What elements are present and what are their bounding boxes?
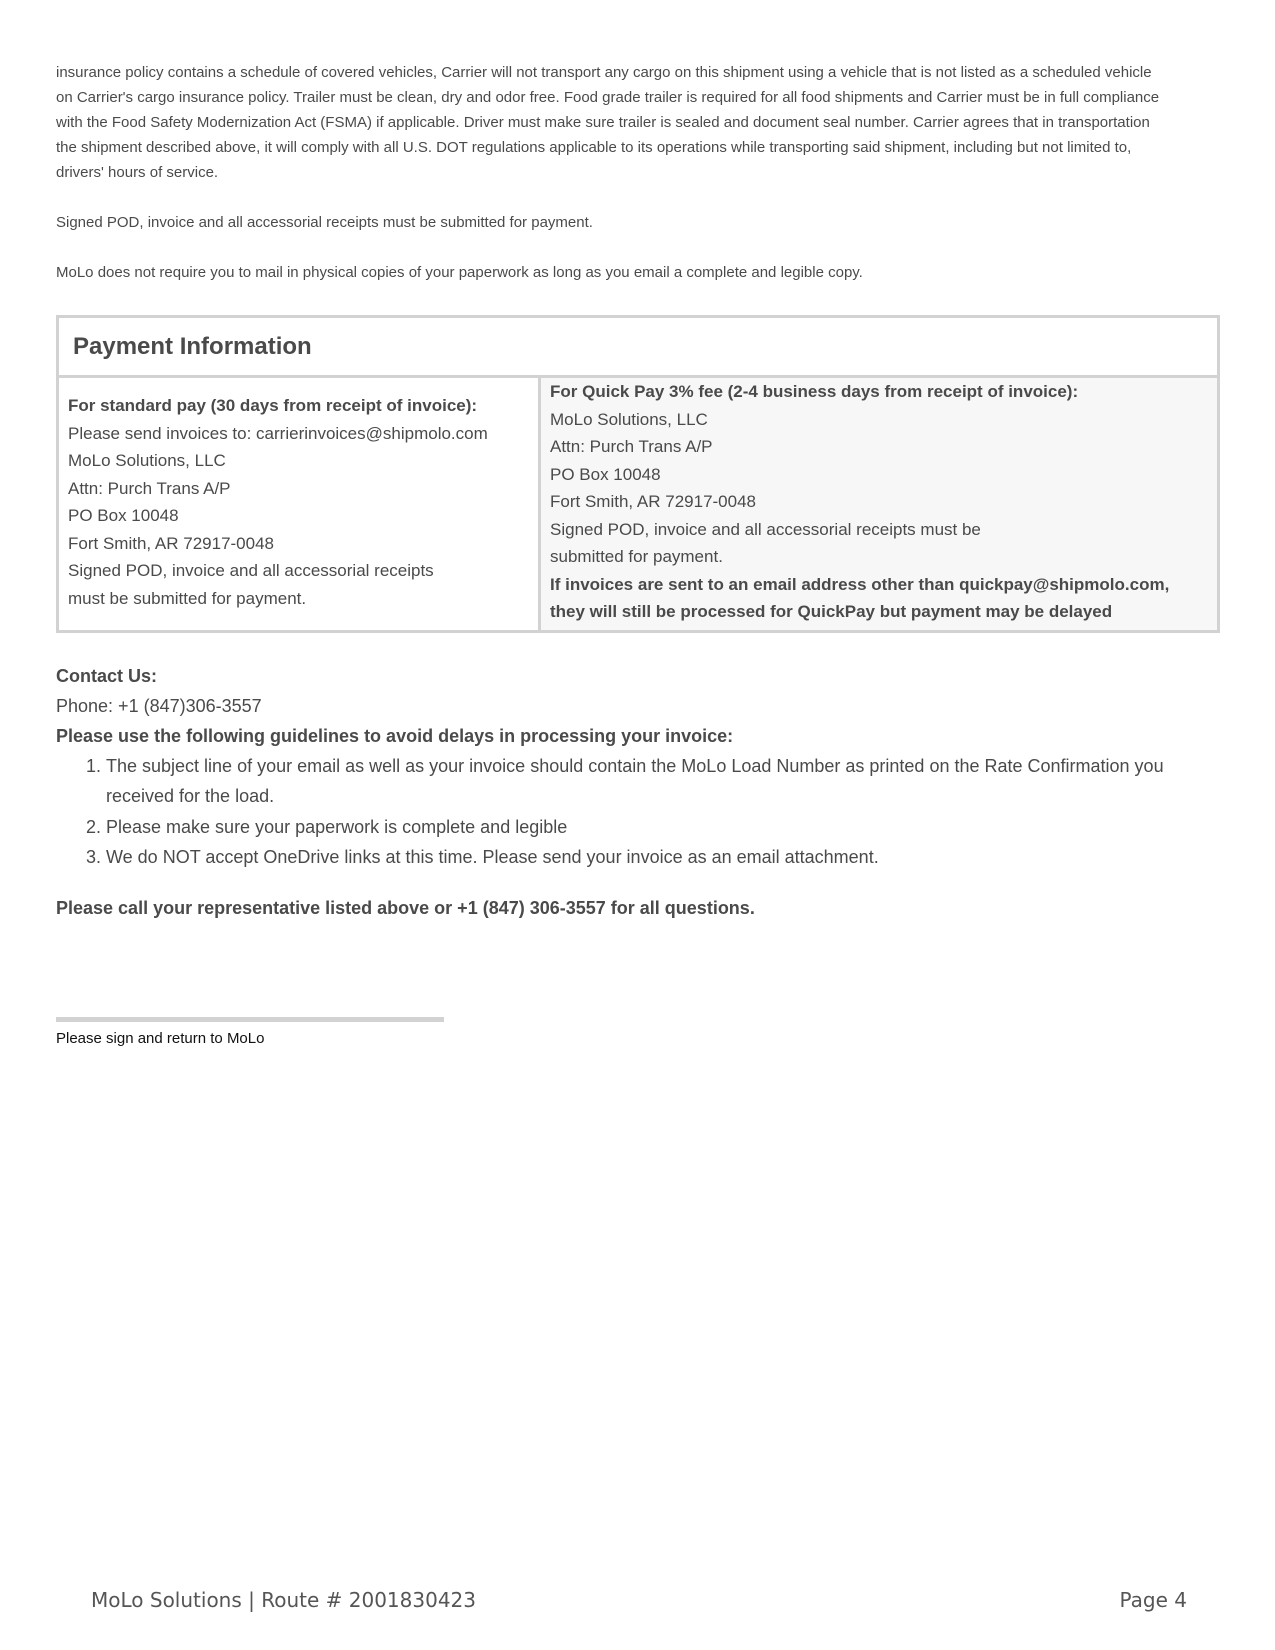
quickpay-line: Attn: Purch Trans A/P: [550, 437, 713, 456]
standard-pay-column: [59, 378, 541, 630]
quickpay-note-line: they will still be processed for QuickPay but payment may be delayed: [550, 602, 1113, 621]
terms-line: the shipment described above, it will comply with all U.S. DOT regulations applicable to its operations while transporting said shipment, including but not limited to,: [56, 139, 1132, 156]
guidelines-heading: Please use the following guidelines to avoid delays in processing your invoice:: [56, 725, 734, 746]
terms-section: [56, 60, 1220, 285]
payment-information-table: [56, 315, 1220, 633]
guideline-item: 1. The subject line of your email as well as your invoice should contain the MoLo Load Number as printed on the Rate Confirmation you received for the load.: [106, 751, 1220, 812]
signature-caption: Please sign and return to MoLo: [56, 1030, 265, 1047]
guidelines-list: [56, 751, 1220, 873]
standard-pay-line: PO Box 10048: [68, 506, 179, 525]
quickpay-column: [541, 378, 1217, 630]
terms-line: insurance policy contains a schedule of covered vehicles, Carrier will not transport any cargo on this shipment using a vehicle that is not listed as a scheduled vehicle: [56, 64, 1152, 81]
payment-columns: [59, 378, 1217, 630]
submission-note: Signed POD, invoice and all accessorial receipts must be submitted for payment.: [56, 214, 593, 231]
guideline-item: 3. We do NOT accept OneDrive links at this time. Please send your invoice as an email attachment.: [106, 842, 1220, 873]
standard-pay-heading: For standard pay (30 days from receipt of invoice):: [68, 396, 478, 415]
quickpay-heading: For Quick Pay 3% fee (2-4 business days from receipt of invoice):: [550, 382, 1079, 401]
standard-pay-line: MoLo Solutions, LLC: [68, 451, 226, 470]
terms-paragraph: [56, 60, 1220, 185]
contact-heading: Contact Us:: [56, 665, 158, 686]
quickpay-line: Signed POD, invoice and all accessorial receipts must be: [550, 519, 981, 539]
terms-line: on Carrier's cargo insurance policy. Trailer must be clean, dry and odor free. Food grade trailer is required for all food shipments and Carrier must be in full compliance: [56, 89, 1160, 106]
quickpay-line: Fort Smith, AR 72917-0048: [550, 492, 757, 511]
quickpay-note-line: If invoices are sent to an email address other than quickpay@shipmolo.com,: [550, 574, 1170, 594]
standard-pay-line: Please send invoices to: carrierinvoices@shipmolo.com: [68, 423, 488, 443]
footer-route: MoLo Solutions | Route # 2001830423: [91, 1588, 476, 1612]
quickpay-line: PO Box 10048: [550, 464, 661, 484]
payment-information-title: Payment Information: [59, 318, 1217, 378]
contact-phone: Phone: +1 (847)306-3557: [56, 695, 262, 716]
email-copy-note: MoLo does not require you to mail in physical copies of your paperwork as long as you email a complete and legible copy.: [56, 264, 863, 281]
closing-statement: Please call your representative listed above or +1 (847) 306-3557 for all questions.: [56, 897, 755, 918]
contact-section: [56, 661, 1220, 873]
guideline-item: 2. Please make sure your paperwork is complete and legible: [106, 812, 1220, 843]
quickpay-line: submitted for payment.: [550, 547, 723, 566]
standard-pay-line: must be submitted for payment.: [68, 588, 307, 608]
terms-line: with the Food Safety Modernization Act (FSMA) if applicable. Driver must make sure trailer is sealed and document seal number. Carrier agrees that in transportation: [56, 114, 1150, 131]
standard-pay-line: Fort Smith, AR 72917-0048: [68, 533, 275, 553]
document-page: [56, 60, 1220, 919]
quickpay-line: MoLo Solutions, LLC: [550, 409, 708, 429]
terms-line: drivers' hours of service.: [56, 164, 219, 181]
footer-page-number: Page 4: [1119, 1588, 1187, 1612]
standard-pay-line: Attn: Purch Trans A/P: [68, 478, 231, 498]
standard-pay-line: Signed POD, invoice and all accessorial receipts: [68, 561, 434, 580]
signature-line: [56, 1017, 444, 1022]
